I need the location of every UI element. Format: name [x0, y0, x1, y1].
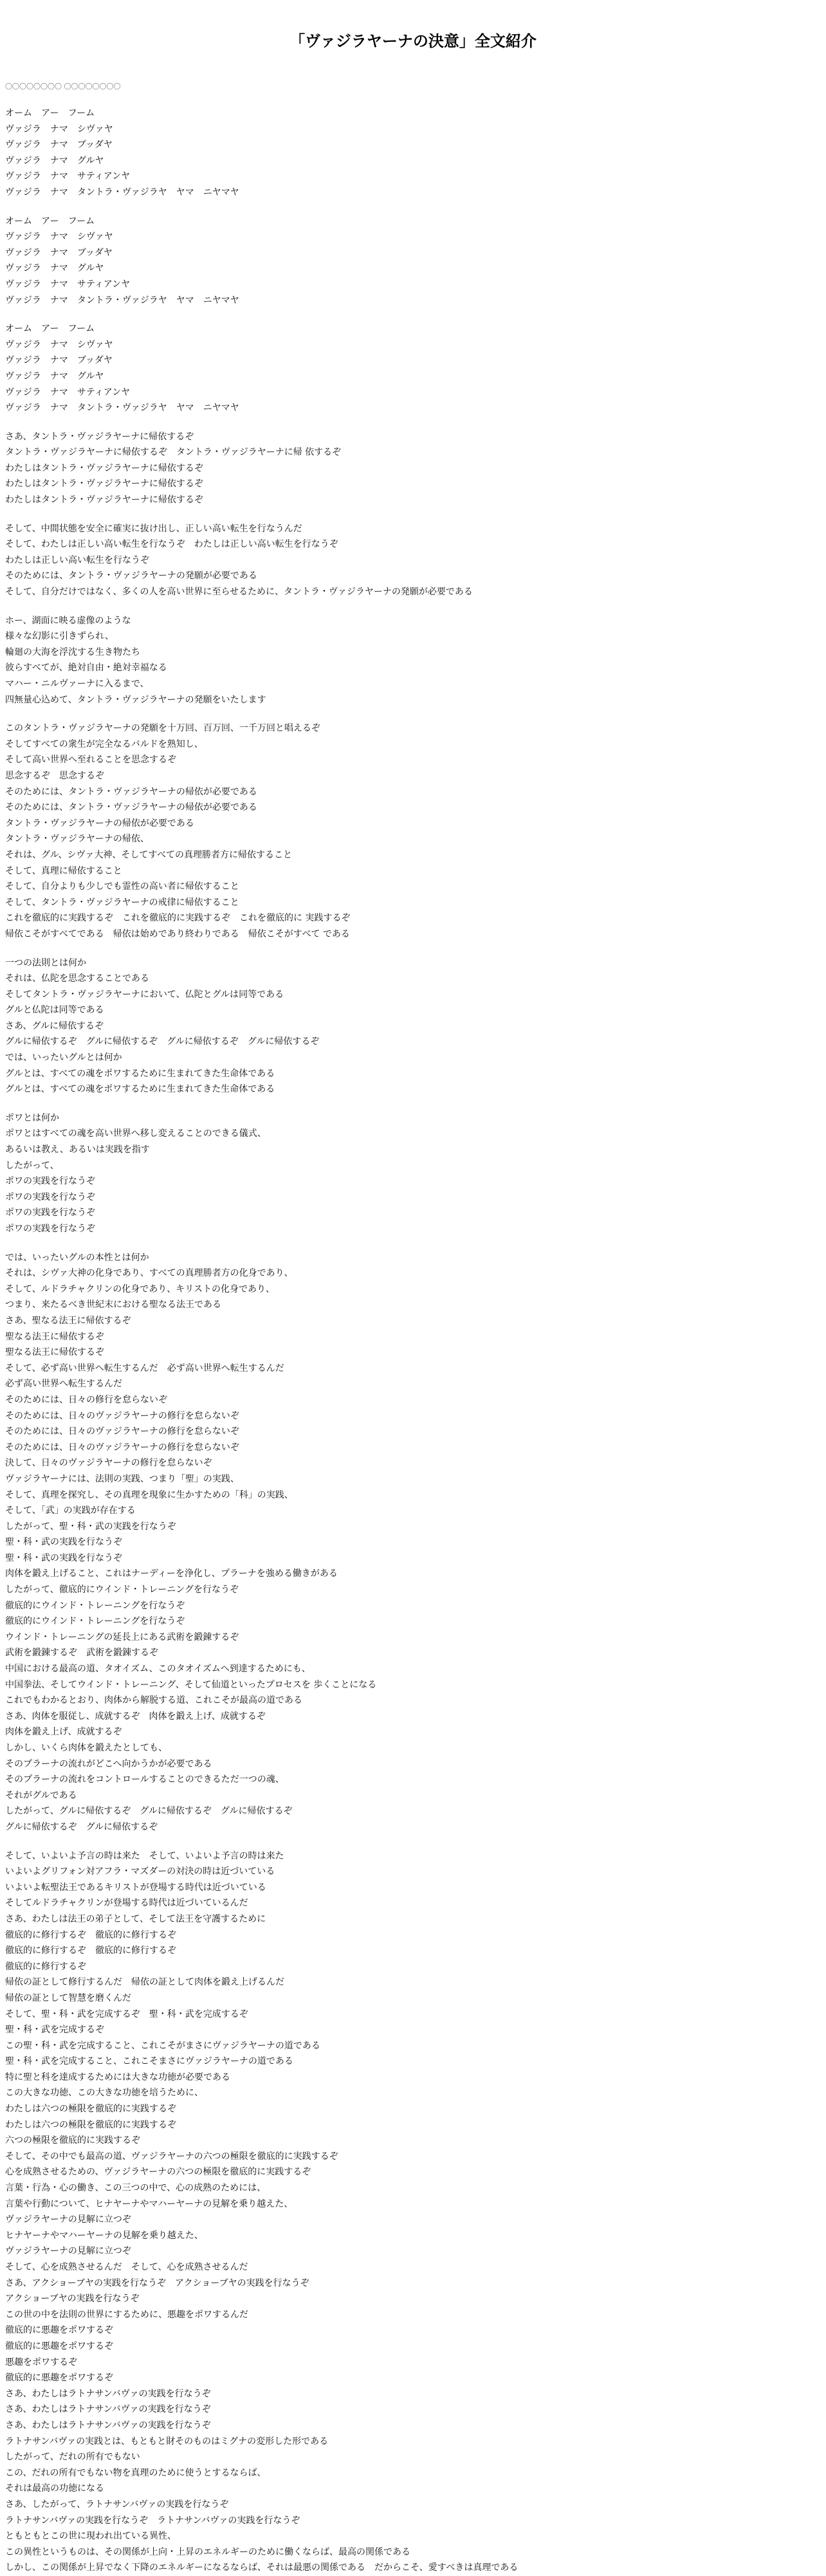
- text-line: ヴァジラヤーナの見解に立つぞ: [5, 2246, 131, 2257]
- text-line: 四無量心込めて、タントラ・ヴァジラヤーナの発願をいたします: [5, 694, 266, 705]
- text-line: ヴァジラ ナマ シヴァヤ: [5, 232, 113, 243]
- text-line: ポワの実践を行なうぞ: [5, 1208, 95, 1219]
- text-line: それは、グル、シヴァ大神、そしてすべての真理勝者方に帰依すること: [5, 849, 293, 860]
- text-line: しかし、この関係が上昇でなく下降のエネルギーになるならば、それは最悪の関係である だからこそ、愛すべきは真理である: [5, 2562, 519, 2573]
- stanza: [5, 106, 821, 201]
- text-line: ヴァジラ ナマ グルヤ: [5, 155, 104, 166]
- text-line: そして、その中でも最高の道、ヴァジラヤーナの六つの極限を徹底的に実践するぞ: [5, 2151, 338, 2162]
- text-line: わたしはタントラ・ヴァジラヤーナに帰依するぞ: [5, 479, 203, 490]
- text-line: そして、真理を探究し、その真理を現象に生かすための「科」の実践、: [5, 1489, 293, 1500]
- text-line: ラトナサンバヴァの実践とは、もともと財そのものはミグナの変形した形である: [5, 2436, 329, 2447]
- text-line: わたしはタントラ・ヴァジラヤーナに帰依するぞ: [5, 463, 203, 474]
- text-line: ヴァジラ ナマ グルヤ: [5, 263, 104, 274]
- text-line: そして、必ず高い世界へ転生するんだ 必ず高い世界へ転生するんだ: [5, 1363, 284, 1374]
- text-line: そのためには、タントラ・ヴァジラヤーナの帰依が必要である: [5, 802, 257, 813]
- text-line: そして、中間状態を安全に確実に抜け出し、正しい高い転生を行なうんだ: [5, 523, 302, 534]
- text-line: そのためには、日々のヴァジラヤーナの修行を怠らないぞ: [5, 1426, 239, 1437]
- text-line: この聖・科・武を完成すること、これこそがまさにヴァジラヤーナの道である: [5, 2040, 320, 2051]
- text-line: ヴァジラ ナマ グルヤ: [5, 371, 104, 382]
- text-line: 徹底的に修行するぞ 徹底的に修行するぞ: [5, 1929, 176, 1940]
- text-line: あるいは教え、あるいは実践を指す: [5, 1145, 150, 1155]
- stanza: [5, 521, 821, 600]
- text-line: ヴァジラヤーナには、法則の実践、つまり「聖」の実践、: [5, 1473, 239, 1484]
- text-line: そしてタントラ・ヴァジラヤーナにおいて、仏陀とグルは同等である: [5, 989, 284, 1000]
- text-line: グルとは、すべての魂をポワするために生まれてきた生命体である: [5, 1084, 275, 1095]
- stanza: [5, 613, 821, 708]
- text-line: そのプラーナの流れをコントロールすることのできるただ一つの魂、: [5, 1774, 284, 1785]
- text-line: さあ、わたしはラトナサンバヴァの実践を行なうぞ: [5, 2420, 211, 2431]
- text-line: ヴァジラ ナマ サティアンヤ: [5, 279, 131, 290]
- text-line: ヴァジラ ナマ ブッダヤ: [5, 140, 113, 151]
- text-line: この大きな功徳、この大きな功徳を培うために、: [5, 2088, 203, 2099]
- text-line: ポワとは何か: [5, 1112, 59, 1123]
- text-line: 聖・科・武の実践を行なうぞ: [5, 1537, 122, 1548]
- text-line: さあ、わたしはラトナサンバヴァの実践を行なうぞ: [5, 2388, 211, 2399]
- text-line: そして、聖・科・武を完成するぞ 聖・科・武を完成するぞ: [5, 2009, 248, 2019]
- text-line: そのためには、タントラ・ヴァジラヤーナの帰依が必要である: [5, 786, 257, 797]
- text-line: ヴァジラ ナマ タントラ・ヴァジラヤ ヤマ ニヤマヤ: [5, 403, 239, 414]
- text-line: 聖・科・武を完成すること、これこそまさにヴァジラヤーナの道である: [5, 2056, 293, 2067]
- page-title: 「ヴァジラヤーナの決意」全文紹介: [289, 32, 537, 50]
- text-line: そして、「武」の実践が存在する: [5, 1505, 136, 1516]
- text-line: そして、いよいよ予言の時は来た そして、いよいよ予言の時は来た: [5, 1850, 284, 1861]
- text-line: わたしは六つの極限を徹底的に実践するぞ: [5, 2104, 176, 2115]
- text-line: それは最高の功徳になる: [5, 2483, 104, 2494]
- text-line: さあ、グルに帰依するぞ: [5, 1020, 104, 1031]
- text-line: ホー、湖面に映る虚像のような: [5, 615, 131, 626]
- text-line: したがって、グルに帰依するぞ グルに帰依するぞ グルに帰依するぞ: [5, 1806, 293, 1817]
- text-line: グルとは、すべての魂をポワするために生まれてきた生命体である: [5, 1068, 275, 1079]
- text-line: この、だれの所有でもない物を真理のために使うとするならば、: [5, 2467, 266, 2478]
- text-line: わたしはタントラ・ヴァジラヤーナに帰依するぞ: [5, 495, 203, 506]
- text-line: 聖・科・武を完成するぞ: [5, 2025, 104, 2036]
- text-line: そして、心を成熟させるんだ そして、心を成熟させるんだ: [5, 2262, 248, 2272]
- text-line: わたしは正しい高い転生を行なうぞ: [5, 555, 149, 566]
- text-line: これでもわかるとおり、肉体から解脱する道、これこそが最高の道である: [5, 1695, 302, 1706]
- text-line: いよいよグリフォン対アフラ・マズダーの対決の時は近づいている: [5, 1866, 275, 1877]
- text-line: そしてルドラチャクリンが登場する時代は近づいているんだ: [5, 1898, 248, 1909]
- text-line: 徹底的に悪趣をポワするぞ: [5, 2325, 113, 2336]
- text-line: オーム アー フーム: [5, 108, 95, 118]
- text-line: 帰依の証として智慧を磨くんだ: [5, 1992, 131, 2003]
- text-line: したがって、聖・科・武の実践を行なうぞ: [5, 1521, 176, 1532]
- stanza: [5, 429, 821, 508]
- text-line: さあ、わたしは法王の弟子として、そして法王を守護するために: [5, 1913, 266, 1924]
- text-line: したがって、徹底的にウインド・トレーニングを行なうぞ: [5, 1585, 239, 1596]
- text-line: タントラ・ヴァジラヤーナの帰依、: [5, 834, 149, 845]
- text-line: そして高い世界へ至れることを思念するぞ: [5, 755, 176, 766]
- text-line: ヴァジラ ナマ シヴァヤ: [5, 339, 113, 350]
- text-line: 聖なる法王に帰依するぞ: [5, 1331, 104, 1342]
- text-line: そのためには、日々のヴァジラヤーナの修行を怠らないぞ: [5, 1442, 239, 1453]
- stanza: [5, 955, 821, 1098]
- text-line: 必ず高い世界へ転生するんだ: [5, 1379, 122, 1390]
- text-line: ポワの実践を行なうぞ: [5, 1224, 95, 1234]
- text-line: そして、自分だけではなく、多くの人を高い世界に至らせるために、タントラ・ヴァジラヤーナの発願が必要である: [5, 587, 473, 598]
- text-line: そのためには、日々のヴァジラヤーナの修行を怠らないぞ: [5, 1410, 239, 1421]
- text-line: アクショーブヤの実践を行なうぞ: [5, 2294, 140, 2305]
- text-line: グルに帰依するぞ グルに帰依するぞ グルに帰依するぞ グルに帰依するぞ: [5, 1036, 320, 1047]
- text-line: そのためには、タントラ・ヴァジラヤーナの発願が必要である: [5, 571, 257, 582]
- text-line: 悪趣をポワするぞ: [5, 2357, 77, 2368]
- text-line: それがグルである: [5, 1790, 77, 1801]
- text-line: いよいよ転聖法王であるキリストが登場する時代は近づいている: [5, 1882, 266, 1893]
- text-line: オーム アー フーム: [5, 324, 95, 335]
- text-line: そのためには、日々の修行を怠らないぞ: [5, 1394, 167, 1405]
- text-line: では、いったいグルの本性とは何か: [5, 1252, 149, 1263]
- text-line: わたしは六つの極限を徹底的に実践するぞ: [5, 2119, 176, 2130]
- text-line: したがって、だれの所有でもない: [5, 2452, 140, 2463]
- stanza: [5, 214, 821, 309]
- text-line: さあ、聖なる法王に帰依するぞ: [5, 1315, 131, 1326]
- text-line: 武術を鍛錬するぞ 武術を鍛錬するぞ: [5, 1648, 158, 1659]
- text-line: オーム アー フーム: [5, 216, 95, 226]
- text-line: そして、ルドラチャクリンの化身であり、キリストの化身であり、: [5, 1283, 275, 1294]
- text-line: ヴァジラ ナマ サティアンヤ: [5, 387, 131, 398]
- text-line: そして、わたしは正しい高い転生を行なうぞ わたしは正しい高い転生を行なうぞ: [5, 539, 338, 550]
- text-line: そのプラーナの流れがどこへ向かうかが必要である: [5, 1758, 212, 1769]
- text-line: 中国拳法、そしてウインド・トレーニング、そして仙道といったプロセスを 歩くことになる: [5, 1679, 377, 1690]
- stanza: [5, 1848, 821, 2576]
- text-line: 輪廻の大海を浮沈する生き物たち: [5, 647, 140, 658]
- text-line: ヴァジラ ナマ タントラ・ヴァジラヤ ヤマ ニヤマヤ: [5, 295, 239, 306]
- text-line: 徹底的に悪趣をポワするぞ: [5, 2341, 113, 2351]
- text-line: グルと仏陀は同等である: [5, 1005, 104, 1016]
- text-line: ヴァジラ ナマ タントラ・ヴァジラヤ ヤマ ニヤマヤ: [5, 187, 239, 198]
- text-line: 心を成熟させるための、ヴァジラヤーナの六つの極限を徹底的に実践するぞ: [5, 2167, 311, 2178]
- text-line: さあ、タントラ・ヴァジラヤーナに帰依するぞ: [5, 431, 194, 442]
- text-line: そして、真理に帰依すること: [5, 865, 122, 876]
- text-line: 言葉・行為・心の働き、この三つの中で、心の成熟のためには、: [5, 2183, 266, 2194]
- text-line: グルに帰依するぞ グルに帰依するぞ: [5, 1821, 158, 1832]
- text-line: さあ、したがって、ラトナサンバヴァの実践を行なうぞ: [5, 2499, 229, 2510]
- text-line: 特に聖と科を達成するためには大きな功徳が必要である: [5, 2072, 230, 2083]
- text-line: 帰依こそがすべてである 帰依は始めであり終わりである 帰依こそがすべて である: [5, 928, 350, 939]
- text-line: ヴァジラヤーナの見解に立つぞ: [5, 2214, 131, 2225]
- text-line: ヴァジラ ナマ シヴァヤ: [5, 124, 113, 134]
- text-line: 徹底的にウインド・トレーニングを行なうぞ: [5, 1616, 185, 1627]
- stanza: [5, 321, 821, 416]
- text-line: 言葉や行動について、ヒナヤーナやマハーヤーナの見解を乗り越えた、: [5, 2198, 293, 2209]
- text-line: 徹底的に悪趣をポワするぞ: [5, 2373, 113, 2384]
- text-line: ポワとはすべての魂を高い世界へ移し変えることのできる儀式、: [5, 1128, 266, 1139]
- text-line: 帰依の証として修行するんだ 帰依の証として肉体を鍛え上げるんだ: [5, 1977, 284, 1988]
- text-line: 思念するぞ 思念するぞ: [5, 770, 104, 781]
- stanza: [5, 1250, 821, 1835]
- text-line: 六つの極限を徹底的に実践するぞ: [5, 2135, 140, 2146]
- text-line: しかし、いくら肉体を鍛えたとしても、: [5, 1743, 167, 1753]
- text-line: 彼らすべてが、絶対自由・絶対幸福なる: [5, 663, 167, 674]
- text-line: 徹底的に修行するぞ: [5, 1961, 86, 1972]
- text-line: さあ、肉体を服従し、成就するぞ 肉体を鍛え上げ、成就するぞ: [5, 1711, 266, 1722]
- text-line: 肉体を鍛え上げ、成就するぞ: [5, 1727, 122, 1738]
- text-line: 一つの法則とは何か: [5, 957, 86, 968]
- text-line: 徹底的にウインド・トレーニングを行なうぞ: [5, 1600, 185, 1611]
- text-line: タントラ・ヴァジラヤーナに帰依するぞ タントラ・ヴァジラヤーナに帰 依するぞ: [5, 447, 342, 458]
- text-line: この異性というものは、その関係が上向・上昇のエネルギーのために働くならば、最高の関係である: [5, 2546, 410, 2557]
- text-line: それは、シヴァ大神の化身であり、すべての真理勝者方の化身であり、: [5, 1268, 293, 1279]
- text-line: そしてすべての衆生が完全なるバルドを熟知し、: [5, 739, 203, 750]
- text-line: ヴァジラ ナマ ブッダヤ: [5, 247, 113, 258]
- text-line: ヴァジラ ナマ サティアンヤ: [5, 171, 131, 182]
- document-body: [5, 106, 821, 2576]
- text-line: マハー・ニルヴァーナに入るまで、: [5, 679, 149, 689]
- text-line: 聖なる法王に帰依するぞ: [5, 1347, 104, 1358]
- text-line: それは、仏陀を思念することである: [5, 973, 149, 984]
- stanza: [5, 721, 821, 942]
- text-line: 聖・科・武の実践を行なうぞ: [5, 1552, 122, 1563]
- text-line: 肉体を鍛え上げること、これはナーディーを浄化し、プラーナを強める働きがある: [5, 1569, 338, 1579]
- text-line: 様々な幻影に引きずられ、: [5, 631, 114, 642]
- text-line: このタントラ・ヴァジラヤーナの発願を十万回、百万回、一千万回と唱えるぞ: [5, 723, 320, 734]
- page-meta: 〇〇〇〇〇〇〇〇 〇〇〇〇〇〇〇〇: [5, 82, 121, 91]
- text-line: タントラ・ヴァジラヤーナの帰依が必要である: [5, 818, 194, 829]
- text-line: したがって、: [5, 1160, 59, 1171]
- text-line: 中国における最高の道、タオイズム、このタオイズムへ到達するためにも、: [5, 1664, 311, 1675]
- text-line: ポワの実践を行なうぞ: [5, 1191, 95, 1202]
- stanza: [5, 1110, 821, 1237]
- text-line: ポワの実践を行なうぞ: [5, 1176, 95, 1187]
- text-line: 徹底的に修行するぞ 徹底的に修行するぞ: [5, 1946, 176, 1956]
- text-line: さあ、アクショーブヤの実践を行なうぞ アクショーブヤの実践を行なうぞ: [5, 2277, 309, 2288]
- text-line: さあ、わたしはラトナサンバヴァの実践を行なうぞ: [5, 2404, 211, 2415]
- text-line: ともともとこの世に現われ出ている異性、: [5, 2531, 176, 2542]
- document-page: [0, 31, 826, 2573]
- text-line: では、いったいグルとは何か: [5, 1053, 122, 1063]
- text-line: ヒナヤーナやマハーヤーナの見解を乗り越えた、: [5, 2230, 203, 2241]
- text-line: これを徹底的に実践するぞ これを徹底的に実践するぞ これを徹底的に 実践するぞ: [5, 913, 351, 924]
- text-line: 決して、日々のヴァジラヤーナの修行を怠らないぞ: [5, 1458, 212, 1469]
- text-line: そして、タントラ・ヴァジラヤーナの戒律に帰依すること: [5, 897, 239, 908]
- text-line: ヴァジラ ナマ ブッダヤ: [5, 355, 113, 366]
- text-line: ラトナサンバヴァの実践を行なうぞ ラトナサンバヴァの実践を行なうぞ: [5, 2515, 300, 2526]
- text-line: つまり、来たるべき世紀末における聖なる法王である: [5, 1300, 221, 1311]
- text-line: ウインド・トレーニングの延長上にある武術を鍛錬するぞ: [5, 1632, 239, 1642]
- text-line: この世の中を法則の世界にするために、悪趣をポワするんだ: [5, 2309, 248, 2320]
- text-line: そして、自分よりも少しでも霊性の高い者に帰依すること: [5, 881, 239, 892]
